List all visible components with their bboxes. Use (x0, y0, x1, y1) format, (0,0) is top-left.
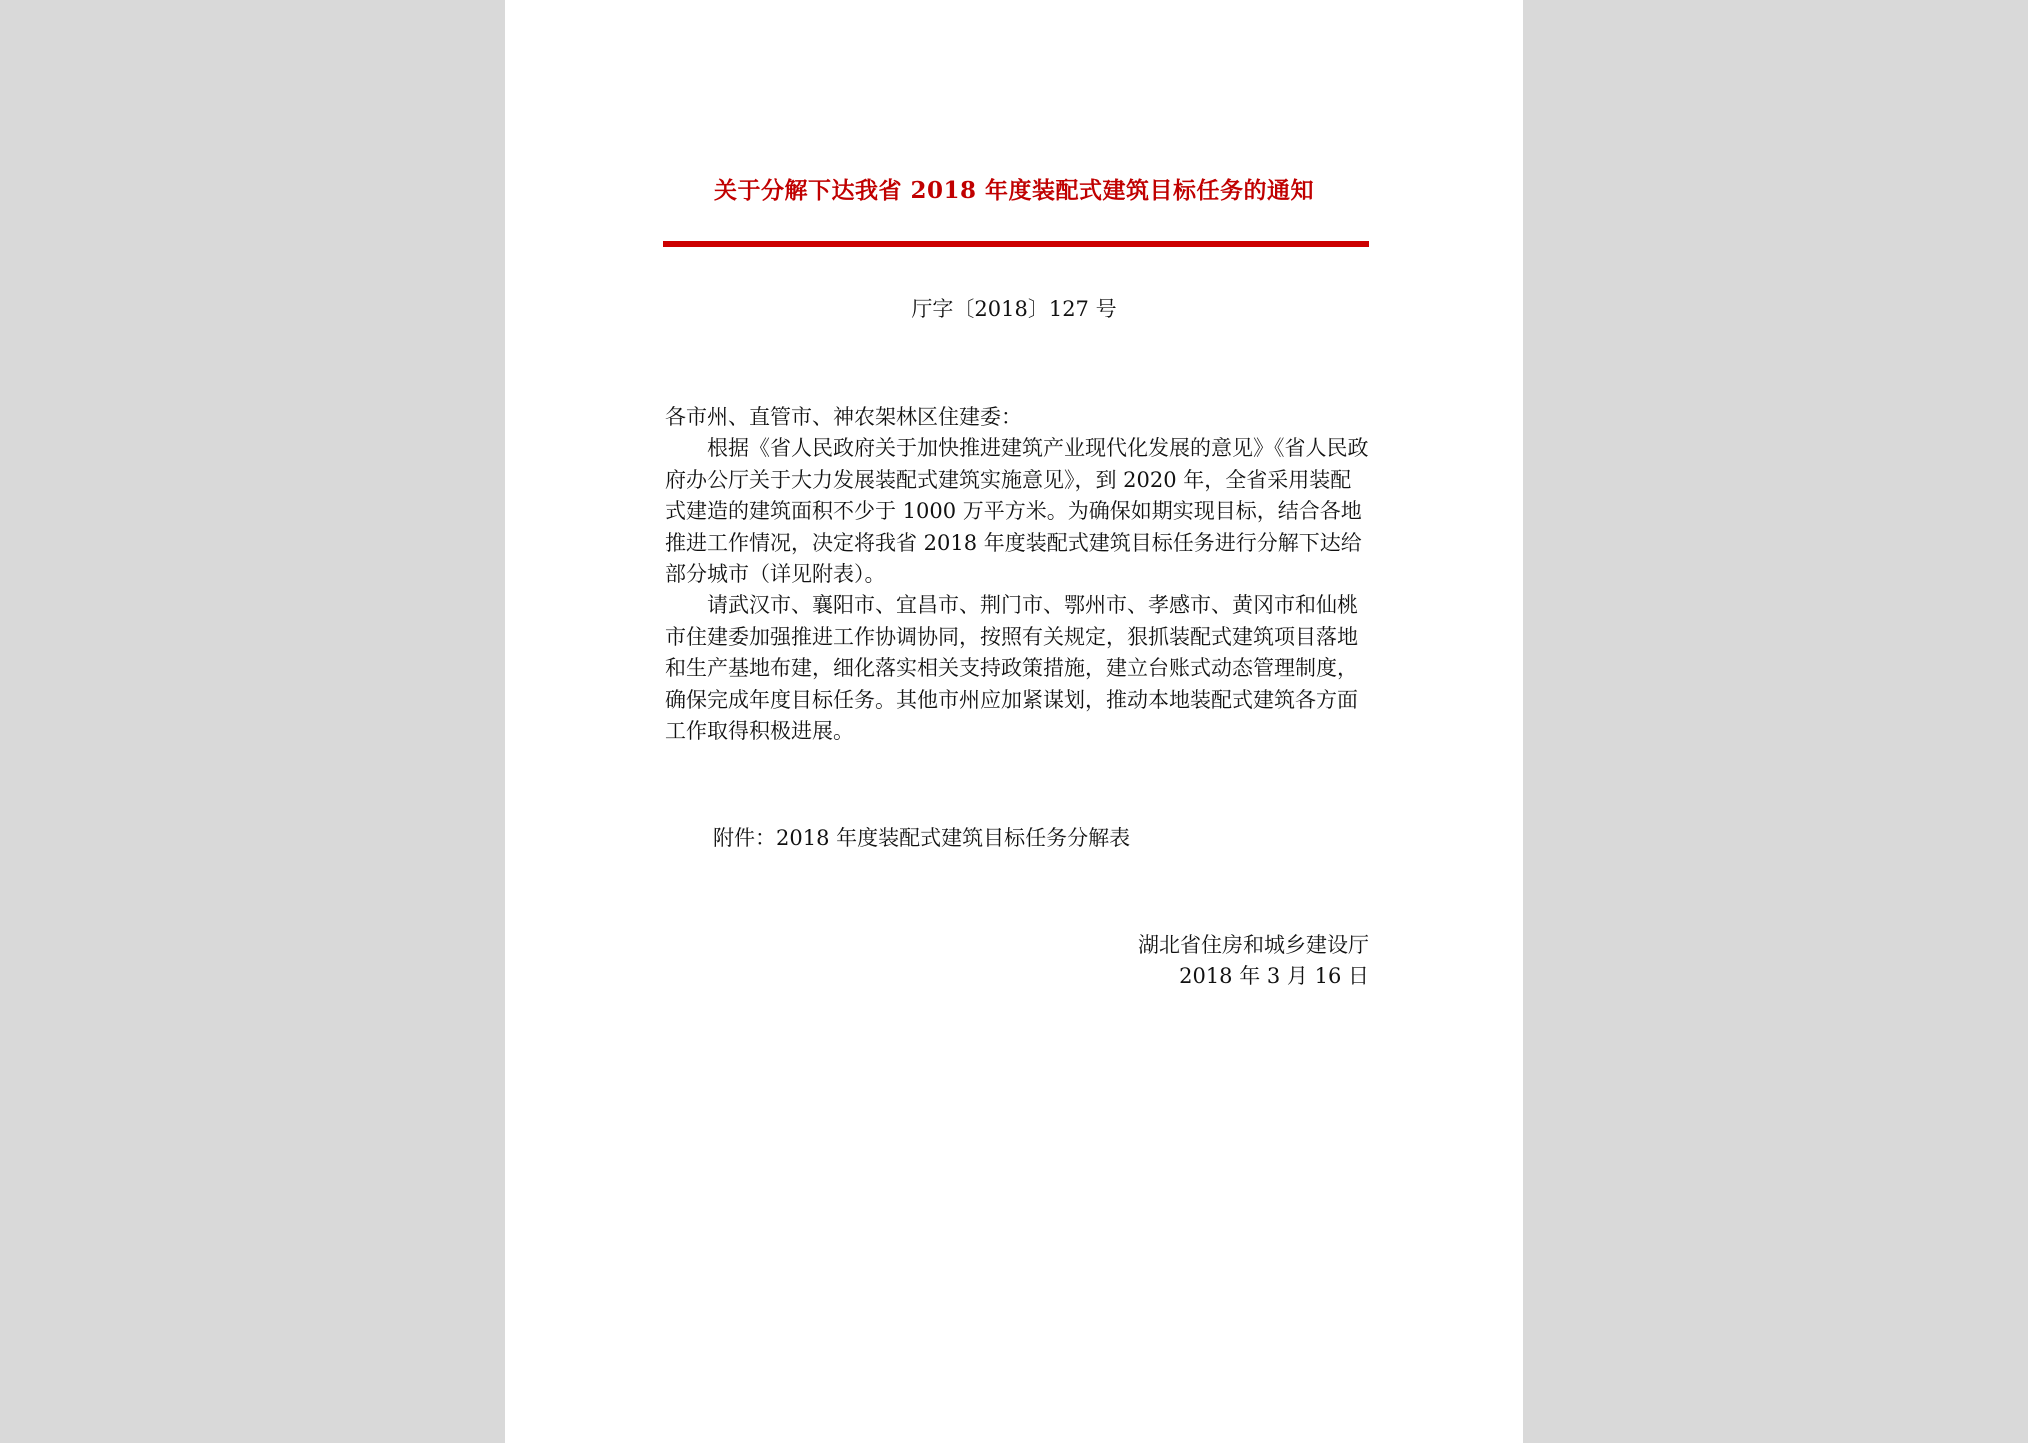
issue-date: 2018 年 3 月 16 日 (1179, 964, 1369, 988)
document-body (665, 402, 1371, 747)
document-page (505, 0, 1523, 1443)
red-header-rule (663, 241, 1369, 247)
document-number: 厅字〔2018〕127 号 (911, 297, 1117, 321)
salutation: 各市州、直管市、神农架林区住建委： (665, 405, 1022, 429)
body-paragraph-1: 根据《省人民政府关于加快推进建筑产业现代化发展的意见》《省人民政府办公厅关于大力发展装配式建筑实施意见》，到 2020 年，全省采用装配式建造的建筑面积不少于 1000 万平方米。为确保如期实现目标，结合各地推进工作情况，决定将我省 2018 年度装配式建筑目标任务进行分解下达给部分城市（详见附表）。 (665, 436, 1369, 587)
signature-block (1138, 930, 1369, 992)
body-paragraph-2: 请武汉市、襄阳市、宜昌市、荆门市、鄂州市、孝感市、黄冈市和仙桃市住建委加强推进工作协调协同，按照有关规定，狠抓装配式建筑项目落地和生产基地布建，细化落实相关支持政策措施，建立台账式动态管理制度，确保完成年度目标任务。其他市州应加紧谋划，推动本地装配式建筑各方面工作取得积极进展。 (665, 593, 1358, 744)
document-title: 关于分解下达我省 2018 年度装配式建筑目标任务的通知 (713, 177, 1315, 204)
issuer-name: 湖北省住房和城乡建设厅 (1138, 933, 1369, 957)
attachment-note: 附件：2018 年度装配式建筑目标任务分解表 (713, 826, 1131, 850)
